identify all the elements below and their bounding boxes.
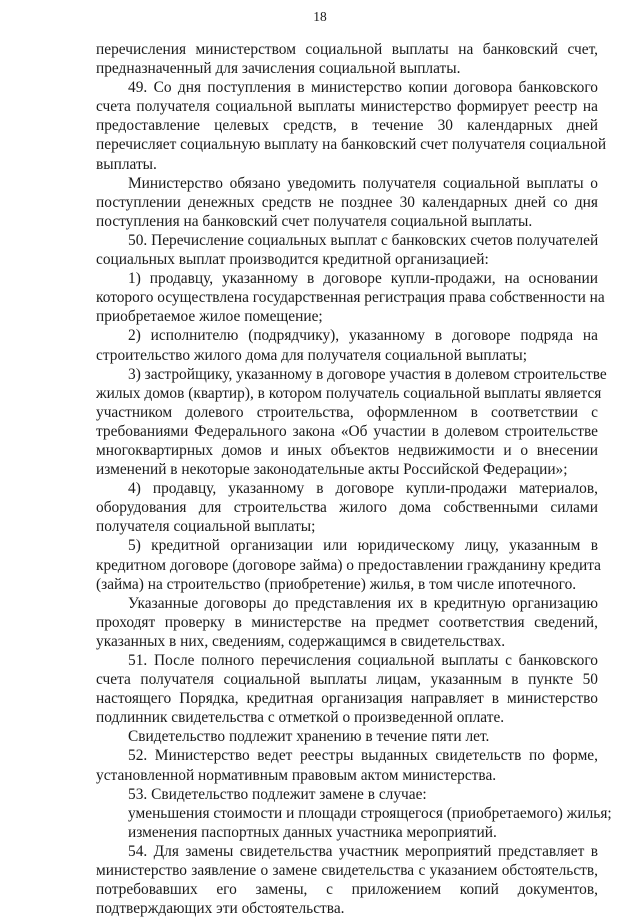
paragraph bbox=[96, 746, 598, 784]
text-line: приобретаемое жилое помещение; bbox=[96, 308, 323, 326]
text-line: счета получателя социальной выплаты министерство формирует реестр на bbox=[96, 98, 598, 116]
paragraph bbox=[96, 785, 598, 804]
text-line: предоставление целевых средств, в течение 30 календарных дней bbox=[96, 117, 598, 135]
text-line: Министерство обязано уведомить получателя социальной выплаты о bbox=[128, 174, 598, 192]
text-line: подлинник свидетельства с отметкой о произведенной оплате. bbox=[96, 709, 505, 727]
paragraph bbox=[96, 594, 598, 651]
text-line: (займа) на строительство (приобретение) жилья, в том числе ипотечного. bbox=[96, 575, 577, 593]
text-line: получателя социальной выплаты; bbox=[96, 518, 316, 536]
text-line: 50. Перечисление социальных выплат с банковских счетов получателей bbox=[128, 231, 599, 249]
text-line: 3) застройщику, указанному в договоре участия в долевом строительстве bbox=[128, 365, 607, 383]
paragraph bbox=[96, 536, 602, 593]
text-line: 4) продавцу, указанному в договоре купли-продажи материалов, bbox=[128, 480, 598, 498]
paragraph bbox=[96, 365, 607, 480]
text-line: 54. Для замены свидетельства участник мероприятий представляет в bbox=[128, 842, 598, 860]
page-number: 18 bbox=[313, 9, 327, 24]
paragraph bbox=[96, 804, 612, 823]
paragraph bbox=[96, 231, 598, 269]
text-line: министерство заявление о замене свидетельства с указанием обстоятельств, bbox=[96, 862, 598, 880]
document-body bbox=[96, 40, 612, 918]
paragraph bbox=[96, 842, 598, 918]
text-line: перечисления министерством социальной выплаты на банковский счет, bbox=[96, 41, 598, 58]
text-line: поступлении денежных средств не позднее 30 календарных дней со дня bbox=[96, 193, 598, 211]
text-line: 53. Свидетельство подлежит замене в случае: bbox=[128, 785, 427, 803]
text-line: изменения паспортных данных участника мероприятий. bbox=[128, 823, 497, 841]
paragraph bbox=[96, 174, 598, 231]
paragraph bbox=[96, 651, 598, 727]
text-line: счета получателя социальной выплаты лицам, указанным в пункте 50 bbox=[96, 671, 598, 689]
paragraph bbox=[96, 479, 598, 536]
text-line: предназначенный для зачисления социальной выплаты. bbox=[96, 60, 461, 78]
paragraph bbox=[96, 78, 607, 173]
paragraph bbox=[96, 326, 598, 364]
text-line: 5) кредитной организации или юридическому лицу, указанным в bbox=[128, 537, 598, 555]
text-line: оборудования для строительства жилого дома собственными силами bbox=[96, 499, 598, 517]
text-line: требованиями Федерального закона «Об участии в долевом строительстве bbox=[96, 422, 598, 440]
text-line: уменьшения стоимости и площади строящегося (приобретаемого) жилья; bbox=[128, 804, 612, 822]
text-line: Свидетельство подлежит хранению в течение пяти лет. bbox=[128, 728, 490, 746]
text-line: участником долевого строительства, оформленном в соответствии с bbox=[96, 403, 598, 421]
text-line: кредитном договоре (договоре займа) о предоставлении гражданину кредита bbox=[96, 556, 602, 574]
text-line: изменений в некоторые законодательные акты Российской Федерации»; bbox=[96, 461, 568, 479]
text-line: социальных выплат производится кредитной организацией: bbox=[96, 251, 489, 269]
text-line: 52. Министерство ведет реестры выданных свидетельств по форме, bbox=[128, 747, 598, 765]
text-line: 1) продавцу, указанному в договоре купли-продажи, на основании bbox=[128, 270, 598, 288]
paragraph bbox=[96, 727, 598, 746]
paragraph bbox=[96, 269, 605, 326]
text-line: которого осуществлена государственная регистрация права собственности на bbox=[96, 289, 605, 307]
text-line: настоящего Порядка, кредитная организация направляет в министерство bbox=[96, 690, 598, 708]
text-line: 51. После полного перечисления социальной выплаты с банковского bbox=[128, 652, 598, 669]
text-line: строительство жилого дома для получателя социальной выплаты; bbox=[96, 346, 528, 364]
text-line: поступления на банковский счет получателя социальной выплаты. bbox=[96, 212, 533, 230]
paragraph bbox=[96, 823, 598, 842]
paragraph bbox=[96, 40, 598, 78]
text-line: 49. Со дня поступления в министерство копии договора банковского bbox=[128, 79, 598, 97]
text-line: Указанные договоры до представления их в кредитную организацию bbox=[128, 594, 598, 612]
text-line: подтверждающих эти обстоятельства. bbox=[96, 900, 345, 918]
text-line: установленной нормативным правовым актом министерства. bbox=[96, 766, 497, 784]
text-line: выплаты. bbox=[96, 155, 157, 173]
text-line: многоквартирных домов и иных объектов недвижимости и о внесении bbox=[96, 441, 598, 459]
text-line: перечисляет социальную выплату на банковский счет получателя социальной bbox=[96, 136, 607, 154]
text-line: жилых домов (квартир), в котором получатель социальной выплаты является bbox=[96, 384, 602, 402]
text-line: указанных в них, сведениям, содержащимся в свидетельствах. bbox=[96, 632, 506, 650]
text-line: проходят проверку в министерстве на предмет соответствия сведений, bbox=[96, 613, 598, 631]
text-line: потребовавших его замены, с приложением копий документов, bbox=[96, 881, 598, 899]
text-line: 2) исполнителю (подрядчику), указанному в договоре подряда на bbox=[128, 327, 598, 345]
